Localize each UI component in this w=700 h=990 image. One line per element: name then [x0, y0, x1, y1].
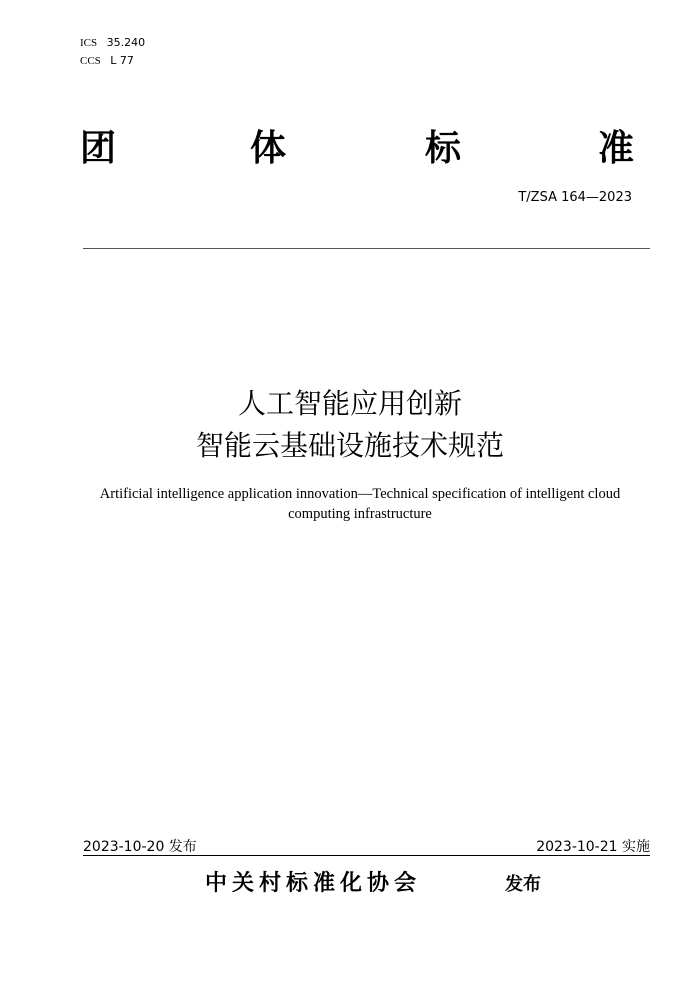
- ics-row: [80, 34, 151, 52]
- title-line-1: 人工智能应用创新: [237, 387, 462, 420]
- title-line-2: 智能云基础设施技术规范: [195, 429, 504, 462]
- ccs-row: [80, 52, 151, 70]
- top-divider: [83, 248, 650, 249]
- header-char-4: 准: [598, 128, 635, 169]
- bottom-divider: [83, 855, 650, 856]
- classification-block: [80, 34, 151, 70]
- header-char-1: 团: [80, 128, 117, 169]
- implement-date: 2023-10-21 实施: [536, 839, 650, 855]
- ccs-value: L 77: [110, 54, 134, 67]
- header-char-2: 体: [250, 128, 287, 169]
- header-char-3: 标: [425, 128, 462, 169]
- publisher-org: 中关村标准化协会: [205, 871, 422, 896]
- english-title: Artificial intelligence application innovation—Technical specification of intelligent cloud computing infrastructure: [99, 486, 621, 522]
- ics-label: ICS: [80, 37, 98, 49]
- standard-type-header: [80, 120, 640, 176]
- publisher-action: 发布: [505, 874, 541, 895]
- issue-date: 2023-10-20 发布: [83, 839, 197, 855]
- standard-code: T/ZSA 164—2023: [518, 190, 632, 205]
- ccs-label: CCS: [80, 55, 101, 67]
- ics-value: 35.240: [106, 36, 146, 49]
